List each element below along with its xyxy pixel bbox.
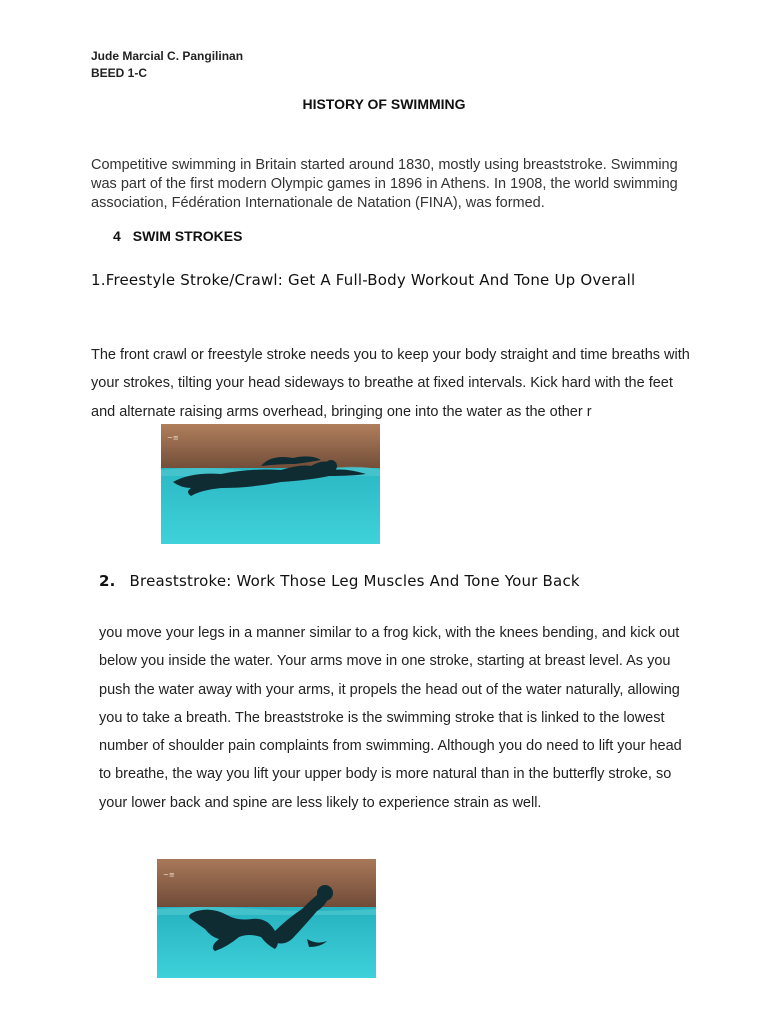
swim-strokes-heading [113, 228, 242, 244]
freestyle-heading: 1.Freestyle Stroke/Crawl: Get A Full-Body Workout And Tone Up Overall [91, 271, 636, 289]
freestyle-swimmer-image [161, 424, 380, 544]
author-name: Jude Marcial C. Pangilinan [91, 49, 244, 63]
swim-strokes-number: 4 [113, 228, 121, 244]
breaststroke-title: Breaststroke: Work Those Leg Muscles And Tone Your Back [129, 572, 580, 590]
swim-strokes-label: SWIM STROKES [132, 228, 243, 244]
svg-text:~≅: ~≅ [167, 434, 179, 442]
freestyle-paragraph: The front crawl or freestyle stroke needs you to keep your body straight and time breaths with your strokes, tilting your head sideways to breathe at fixed intervals. Kick hard with the feet and alternate raising arms overhead, bringing one into the water as the other r [91, 347, 690, 420]
breaststroke-paragraph: you move your legs in a manner similar to a frog kick, with the knees bending, and kick out below you inside the water. Your arms move in one stroke, starting at breast level. As you push the water away with your arms, it propels the head out of the water naturally, allowing you to take a breath. The breaststroke is the swimming stroke that is linked to the lowest number of shoulder pain complaints from swimming. Although you do need to lift your head to breathe, the way you lift your upper body is more natural than in the butterfly stroke, so your lower back and spine are less likely to experience strain as well. [99, 625, 682, 811]
svg-text:~≅: ~≅ [163, 871, 175, 879]
breaststroke-swimmer-image [157, 859, 376, 978]
author-block [91, 48, 243, 82]
document-title: HISTORY OF SWIMMING [302, 96, 466, 112]
author-section: BEED 1-C [91, 66, 148, 80]
breaststroke-heading [99, 572, 580, 590]
intro-paragraph: Competitive swimming in Britain started around 1830, mostly using breaststroke. Swimming was part of the first modern Olympic games in 1896 in Athens. In 1908, the world swimming association, Fédération Internationale de Natation (FINA), was formed. [91, 157, 678, 211]
breaststroke-number: 2. [99, 572, 116, 590]
